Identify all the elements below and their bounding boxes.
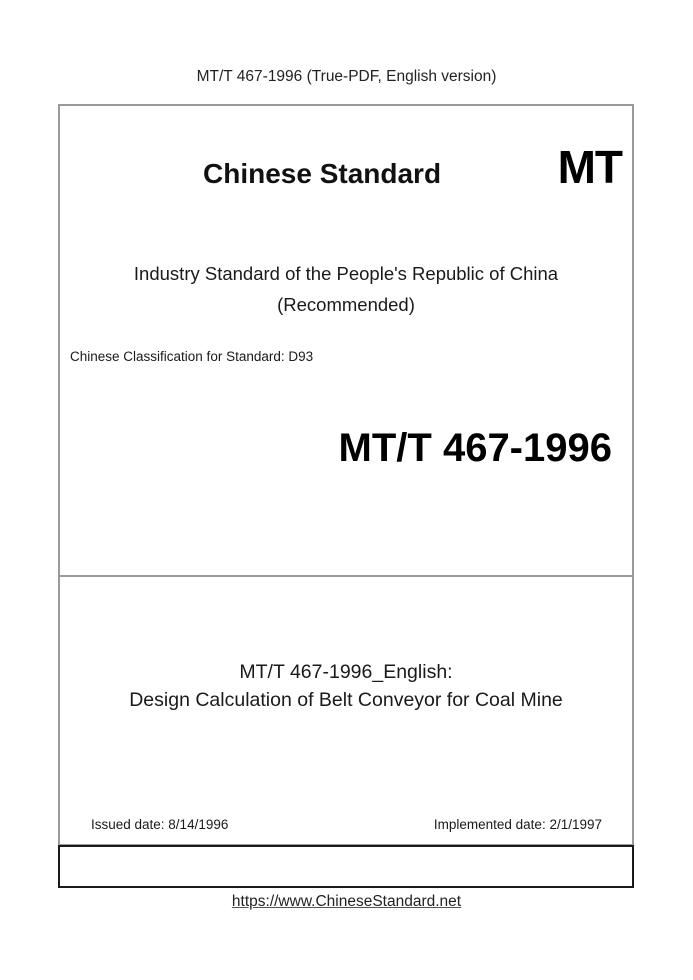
footer: [0, 893, 693, 911]
standard-number: MT/T 467-1996: [338, 426, 612, 470]
recommended-label: (Recommended): [277, 294, 415, 315]
cover-frame: [58, 104, 634, 846]
standard-prefix-badge: MT: [557, 141, 622, 193]
website-link[interactable]: https://www.ChineseStandard.net: [231, 893, 462, 910]
cover-title: Chinese Standard: [203, 158, 442, 189]
document-title-line-2: Design Calculation of Belt Conveyor for Coal Mine: [129, 689, 563, 711]
industry-standard-line: Industry Standard of the People's Republic of China: [133, 263, 559, 284]
section-divider: [60, 575, 632, 577]
document-title: [60, 658, 632, 714]
issued-date: Issued date: 8/14/1996: [91, 817, 229, 832]
industry-standard-heading: [60, 258, 632, 320]
document-title-line-1: MT/T 467-1996_English:: [239, 661, 453, 683]
classification-label: Chinese Classification for Standard: D93: [70, 349, 314, 364]
implemented-date: Implemented date: 2/1/1997: [433, 817, 602, 832]
bottom-empty-box: [58, 845, 634, 888]
page-header: MT/T 467-1996 (True-PDF, English version): [196, 68, 497, 85]
